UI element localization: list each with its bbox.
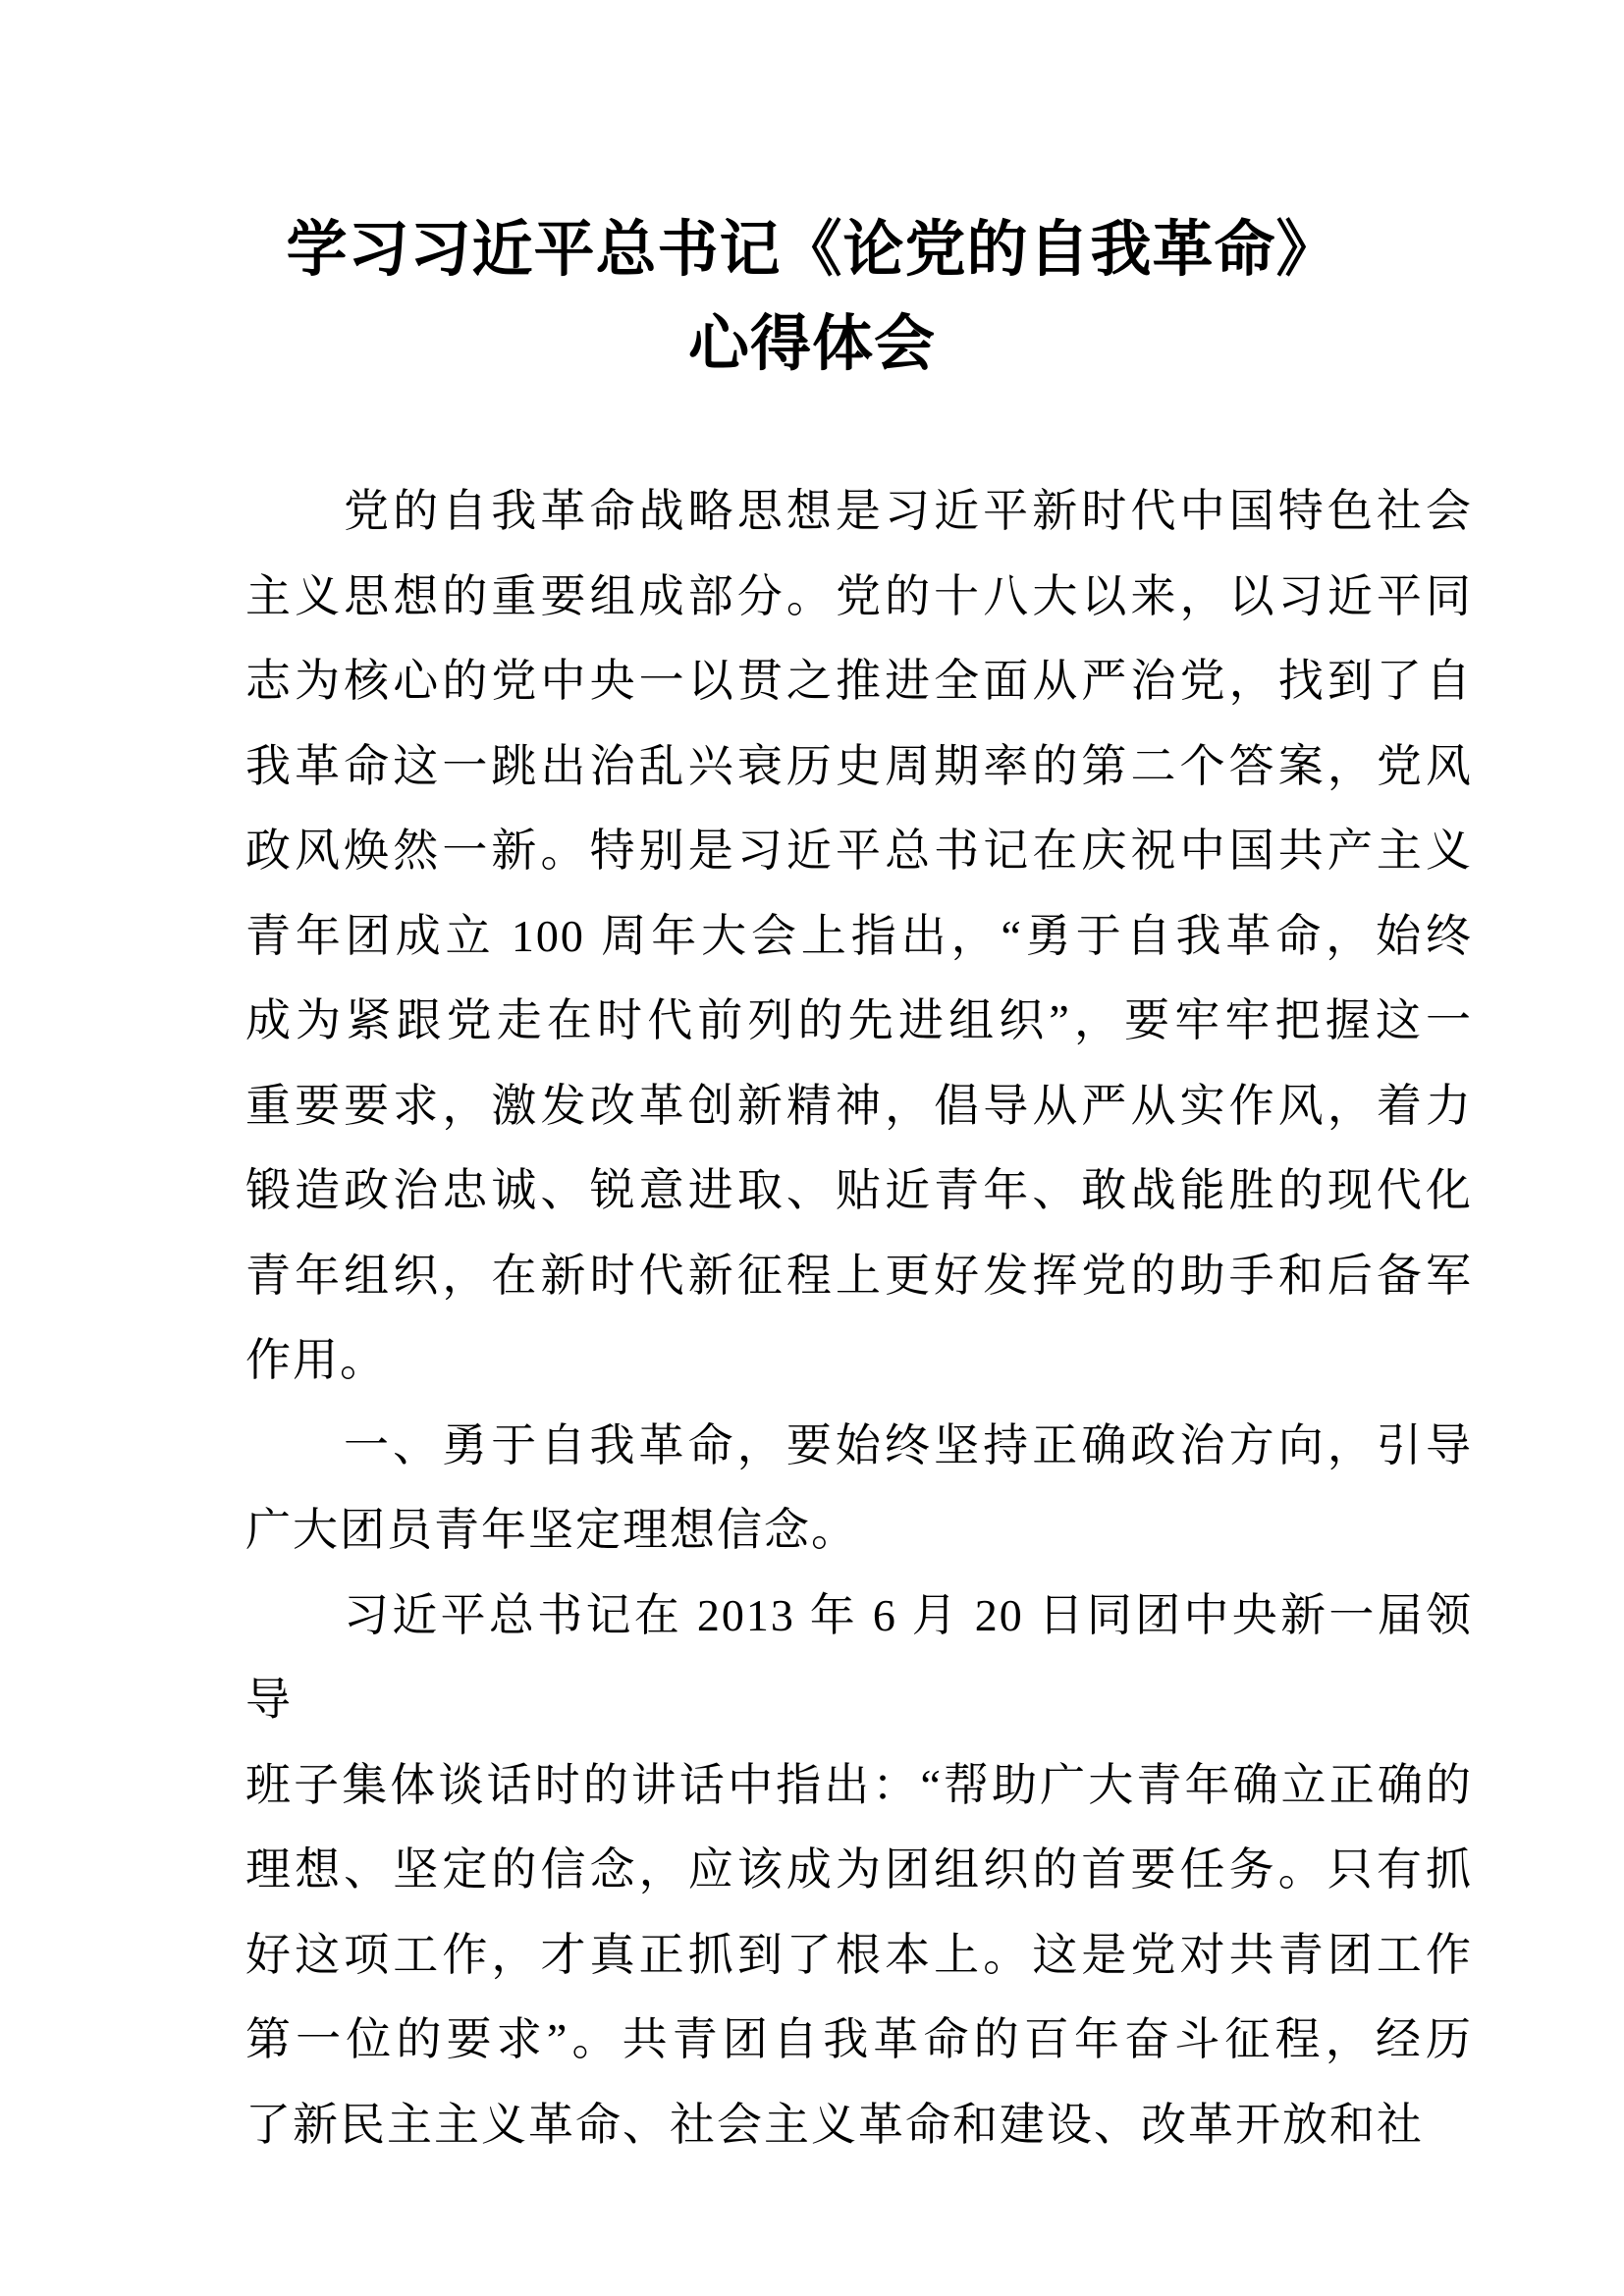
body-line: 习近平总书记在 2013 年 6 月 20 日同团中央新一届领导: [245, 1589, 1473, 1725]
body-line: 锻造政治忠诚、锐意进取、贴近青年、敢战能胜的现代化: [245, 1165, 1473, 1215]
body-line: 我革命这一跳出治乱兴衰历史周期率的第二个答案，党风: [245, 740, 1473, 791]
body-line: 一、勇于自我革命，要始终坚持正确政治方向，引导: [344, 1419, 1473, 1470]
body-line: 重要要求，激发改革创新精神，倡导从严从实作风，着力: [245, 1080, 1473, 1131]
body-line: 理想、坚定的信念，应该成为团组织的首要任务。只有抓: [245, 1844, 1473, 1895]
document-title: [0, 203, 1624, 392]
body-line: 作用。: [245, 1335, 387, 1385]
body-line: 好这项工作，才真正抓到了根本上。这是党对共青团工作: [245, 1929, 1473, 1980]
body-line: 班子集体谈话时的讲话中指出：“帮助广大青年确立正确的: [245, 1759, 1473, 1810]
document-title-line-2: 心得体会: [687, 311, 936, 378]
body-line: 志为核心的党中央一以贯之推进全面从严治党，找到了自: [245, 656, 1473, 706]
body-line: 主义思想的重要组成部分。党的十八大以来，以习近平同: [245, 570, 1473, 621]
body-line: 广大团员青年坚定理想信念。: [245, 1505, 858, 1555]
body-line: 第一位的要求”。共青团自我革命的百年奋斗征程，经历: [245, 2014, 1473, 2064]
document-body: [245, 469, 1473, 2167]
document-title-line-1: 学习习近平总书记《论党的自我革命》: [286, 217, 1338, 284]
body-line: 了新民主主义革命、社会主义革命和建设、改革开放和社: [245, 2099, 1424, 2150]
body-line: 政风焕然一新。特别是习近平总书记在庆祝中国共产主义: [245, 826, 1473, 876]
body-line: 党的自我革命战略思想是习近平新时代中国特色社会: [344, 486, 1473, 536]
body-line: 成为紧跟党走在时代前列的先进组织”，要牢牢把握这一: [245, 995, 1473, 1045]
body-line: 青年组织，在新时代新征程上更好发挥党的助手和后备军: [245, 1250, 1473, 1301]
body-line: 青年团成立 100 周年大会上指出，“勇于自我革命，始终: [245, 910, 1473, 961]
